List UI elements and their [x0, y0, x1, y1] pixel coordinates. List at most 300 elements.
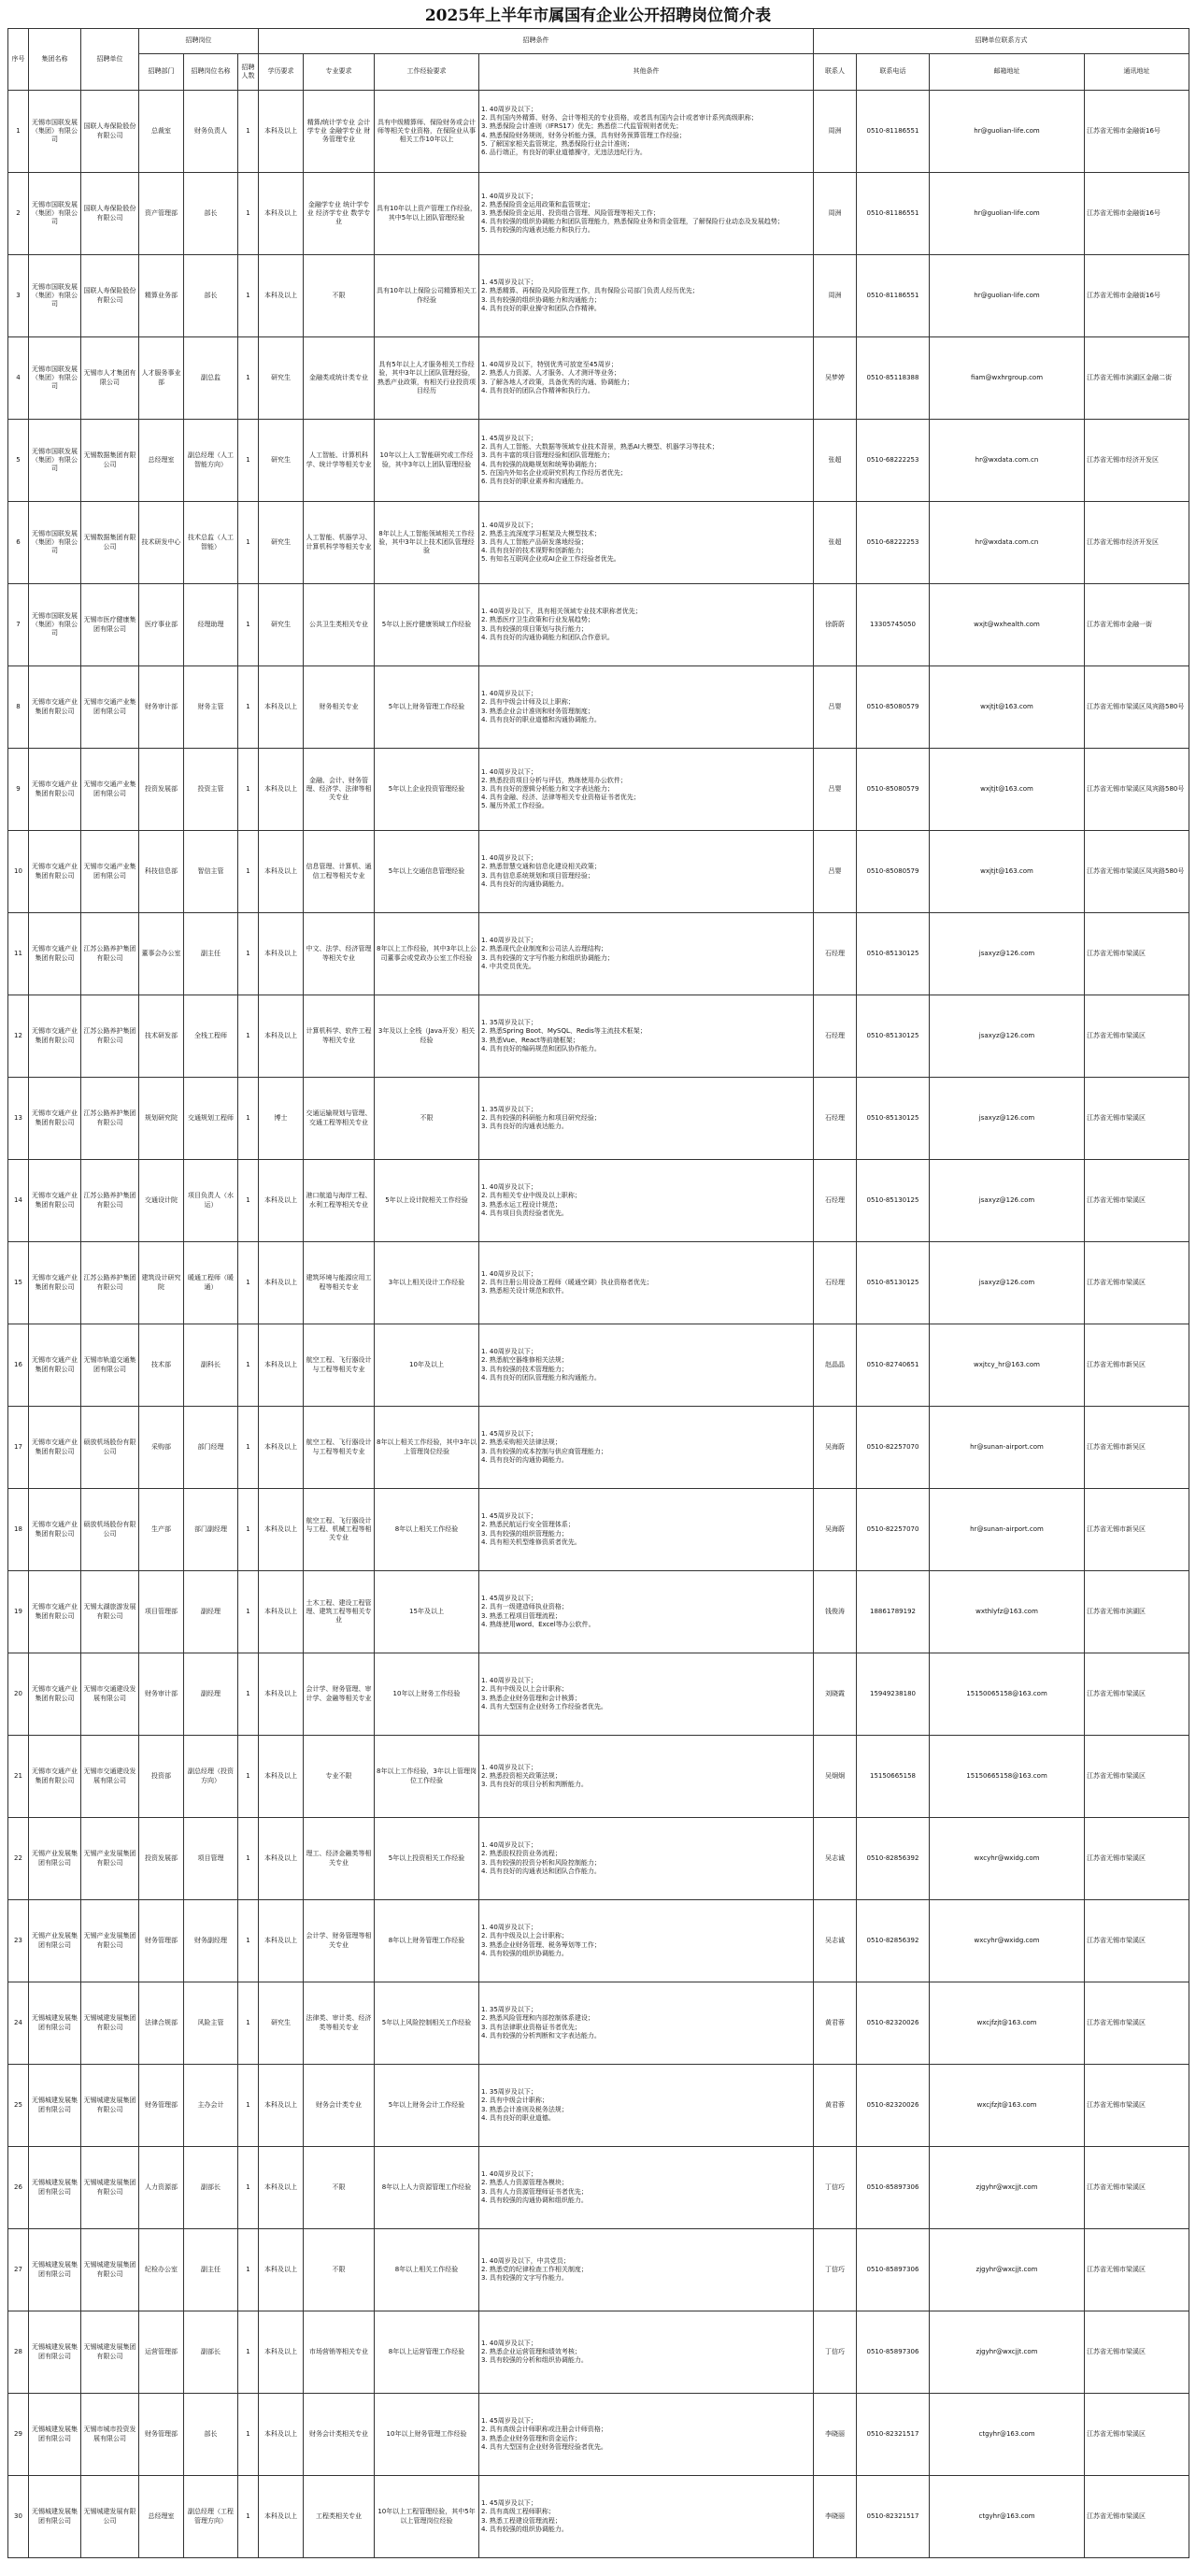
header-major: 专业要求 [304, 54, 375, 91]
cell-edu: 本科及以上 [259, 1736, 304, 1818]
requirement-line: 3. 具有较强的项目策划与执行能力； [481, 624, 588, 633]
cell-other [479, 749, 814, 831]
cell-other [479, 1242, 814, 1324]
cell-person: 赵晶晶 [814, 1324, 857, 1407]
cell-count: 1 [238, 1900, 259, 1982]
cell-seq: 13 [8, 1078, 29, 1160]
cell-seq: 15 [8, 1242, 29, 1324]
cell-dept: 投资部 [139, 1736, 184, 1818]
cell-count: 1 [238, 2394, 259, 2476]
cell-address: 江苏省无锡市金融一街 [1085, 584, 1189, 666]
table-row [8, 1736, 1189, 1818]
cell-edu: 本科及以上 [259, 2394, 304, 2476]
recruitment-table [7, 28, 1189, 2558]
cell-address: 江苏省无锡市梁溪区 [1085, 1242, 1189, 1324]
requirement-line: 2. 具有较强的科研能力和项目研究经验； [481, 1113, 601, 1122]
cell-count: 1 [238, 1160, 259, 1242]
requirement-line: 3. 熟悉企业财务管理和资金运作； [481, 2434, 581, 2442]
cell-dept: 技术研发部 [139, 995, 184, 1078]
requirement-line: 3. 具有较强的分析和组织协调能力。 [481, 2356, 588, 2365]
requirement-line: 1. 40周岁及以下； [481, 1348, 537, 1356]
cell-dept: 投资发展部 [139, 749, 184, 831]
cell-post: 副总经理（工程管理方向） [184, 2476, 238, 2558]
cell-person: 黄君蓉 [814, 1982, 857, 2065]
cell-work: 具有10年以上资产管理工作经验，其中5年以上团队管理经验 [375, 173, 479, 255]
requirement-line: 3. 熟悉企业财务管理、税务筹划等工作； [481, 1940, 601, 1949]
requirement-line: 3. 熟悉工程建设管理流程； [481, 2516, 562, 2525]
header-edu: 学历要求 [259, 54, 304, 91]
cell-work: 5年以上企业投资管理经验 [375, 749, 479, 831]
requirement-line: 6. 具有良好的职业素养和沟通能力。 [481, 477, 588, 485]
cell-major: 理工、经济金融类等相关专业 [304, 1818, 375, 1900]
cell-address: 江苏省无锡市梁溪区 [1085, 1736, 1189, 1818]
header-dept: 招聘部门 [139, 54, 184, 91]
cell-unit: 国联人寿保险股份有限公司 [81, 173, 139, 255]
cell-count: 1 [238, 1078, 259, 1160]
cell-person: 李晓丽 [814, 2394, 857, 2476]
requirement-line: 2. 具有高级工程师职称； [481, 2508, 555, 2516]
cell-other [479, 2311, 814, 2394]
cell-major: 中文、法学、经济管理等相关专业 [304, 913, 375, 995]
cell-edu: 研究生 [259, 420, 304, 502]
cell-address: 江苏省无锡市梁溪区 [1085, 1653, 1189, 1736]
cell-post: 副总经理（人工智能方向） [184, 420, 238, 502]
table-row [8, 255, 1189, 337]
cell-email: zjgyhr@wxcjjt.com [930, 2147, 1085, 2229]
cell-work: 3年及以上全栈（Java开发）相关经验 [375, 995, 479, 1078]
requirement-line: 4. 中共党员优先。 [481, 962, 535, 970]
requirement-line: 1. 40周岁及以下； [481, 192, 537, 200]
cell-phone: 0510-85897306 [857, 2147, 930, 2229]
cell-other [479, 831, 814, 913]
cell-edu: 研究生 [259, 502, 304, 584]
cell-edu: 本科及以上 [259, 995, 304, 1078]
cell-post: 财务负责人 [184, 91, 238, 173]
cell-work: 不限 [375, 1078, 479, 1160]
cell-work: 8年以上工作经验，其中3年以上公司董事会或党政办公室工作经验 [375, 913, 479, 995]
cell-person: 丁信巧 [814, 2229, 857, 2311]
cell-edu: 博士 [259, 1078, 304, 1160]
requirement-line: 1. 45周岁及以下； [481, 1430, 537, 1438]
cell-other [479, 2065, 814, 2147]
requirement-line: 4. 具有较强的分析判断和文字表达能力。 [481, 2031, 601, 2039]
cell-count: 1 [238, 1324, 259, 1407]
cell-email: hr@guolian-life.com [930, 255, 1085, 337]
cell-phone: 0510-82321517 [857, 2476, 930, 2558]
cell-address: 江苏省无锡市滨湖区金融二街 [1085, 337, 1189, 420]
cell-major: 公共卫生类相关专业 [304, 584, 375, 666]
cell-major: 不限 [304, 2147, 375, 2229]
cell-count: 1 [238, 584, 259, 666]
requirement-line: 1. 35周岁及以下； [481, 1105, 537, 1113]
cell-count: 1 [238, 1242, 259, 1324]
requirement-line: 1. 40周岁及以下，特别优秀可放宽至45周岁； [481, 361, 618, 369]
cell-dept: 规划研究院 [139, 1078, 184, 1160]
cell-seq: 27 [8, 2229, 29, 2311]
requirement-line: 4. 具有良好的职业操守和团队合作精神。 [481, 304, 601, 312]
cell-group: 无锡市国联发展（集团）有限公司 [29, 255, 81, 337]
cell-count: 1 [238, 173, 259, 255]
cell-work: 10年以上工程管理经验，其中5年以上管理岗位经验 [375, 2476, 479, 2558]
cell-edu: 本科及以上 [259, 255, 304, 337]
cell-work: 5年以上交通信息管理经验 [375, 831, 479, 913]
cell-seq: 7 [8, 584, 29, 666]
cell-unit: 无锡城建发展有限公司 [81, 2476, 139, 2558]
requirement-line: 5. 了解国家相关监管规定，熟悉保险行业会计准则； [481, 139, 634, 148]
requirement-line: 2. 具有中级会计职称； [481, 2097, 548, 2105]
cell-major: 人工智能、计算机科学、统计学等相关专业 [304, 420, 375, 502]
cell-phone: 0510-82320026 [857, 1982, 930, 2065]
cell-dept: 生产部 [139, 1489, 184, 1571]
cell-count: 1 [238, 1818, 259, 1900]
cell-group: 无锡市交通产业集团有限公司 [29, 1324, 81, 1407]
cell-work: 3年以上相关设计工作经验 [375, 1242, 479, 1324]
requirement-line: 4. 具有良好的沟通协调能力和团队合作意识。 [481, 633, 614, 641]
cell-other [479, 91, 814, 173]
cell-count: 1 [238, 1571, 259, 1653]
cell-group: 无锡市国联发展（集团）有限公司 [29, 420, 81, 502]
cell-major: 金融、会计、财务管理、经济学、法律等相关专业 [304, 749, 375, 831]
cell-address: 江苏省无锡市梁溪区 [1085, 995, 1189, 1078]
cell-address: 江苏省无锡市梁溪区凤宾路580号 [1085, 749, 1189, 831]
cell-edu: 本科及以上 [259, 2311, 304, 2394]
cell-seq: 22 [8, 1818, 29, 1900]
cell-person: 吴梦婷 [814, 337, 857, 420]
cell-person: 钱俊涛 [814, 1571, 857, 1653]
cell-person: 石经理 [814, 995, 857, 1078]
cell-major: 航空工程、飞行器设计与工程等相关专业 [304, 1324, 375, 1407]
cell-email: wxcjfzjt@163.com [930, 2065, 1085, 2147]
cell-other [479, 1324, 814, 1407]
cell-other [479, 1818, 814, 1900]
cell-group: 无锡市交通产业集团有限公司 [29, 1489, 81, 1571]
requirement-line: 5. 有知名互联网企业或AI企业工作经验者优先。 [481, 555, 620, 564]
cell-phone: 0510-85130125 [857, 995, 930, 1078]
cell-other [479, 255, 814, 337]
cell-group: 无锡城建发展集团有限公司 [29, 2147, 81, 2229]
table-row [8, 749, 1189, 831]
cell-address: 江苏省无锡市金融街16号 [1085, 91, 1189, 173]
cell-person: 徐蔚蔚 [814, 584, 857, 666]
cell-post: 副部长 [184, 2147, 238, 2229]
requirement-line: 2. 熟悉企业运营管理和绩效考核； [481, 2347, 581, 2355]
requirement-line: 2. 具有人工智能、大数据等领域专业技术背景，熟悉AI大模型、机器学习等技术； [481, 443, 719, 451]
requirement-line: 1. 45周岁及以下； [481, 279, 537, 287]
cell-group: 无锡城建发展集团有限公司 [29, 2229, 81, 2311]
cell-phone: 0510-85897306 [857, 2229, 930, 2311]
cell-email: wxjt@wxhealth.com [930, 584, 1085, 666]
cell-edu: 本科及以上 [259, 1653, 304, 1736]
header-count: 招聘人数 [238, 54, 259, 91]
cell-seq: 18 [8, 1489, 29, 1571]
cell-edu: 本科及以上 [259, 1324, 304, 1407]
cell-address: 江苏省无锡市梁溪区凤宾路580号 [1085, 666, 1189, 749]
requirement-line: 3. 具有较强的文字写作能力和组织协调能力； [481, 953, 614, 962]
requirement-line: 4. 具有大型国有企业财务管理经验者优先。 [481, 2442, 607, 2451]
cell-address: 江苏省无锡市梁溪区 [1085, 1982, 1189, 2065]
cell-unit: 江苏公路养护集团有限公司 [81, 913, 139, 995]
cell-count: 1 [238, 1982, 259, 2065]
cell-unit: 无锡产业发展集团有限公司 [81, 1900, 139, 1982]
cell-post: 交通规划工程师 [184, 1078, 238, 1160]
cell-other [479, 1078, 814, 1160]
table-row [8, 1324, 1189, 1407]
requirement-line: 4. 具有较强的组织协调能力和团队管理能力，熟悉保险业务和资金管理，了解保险行业动态及发展趋势； [481, 218, 784, 226]
cell-count: 1 [238, 91, 259, 173]
cell-work: 8年以上财务管理工作经验 [375, 1900, 479, 1982]
cell-unit: 无锡市交通建设发展有限公司 [81, 1736, 139, 1818]
cell-group: 无锡市国联发展（集团）有限公司 [29, 173, 81, 255]
cell-post: 财务主管 [184, 666, 238, 749]
requirement-line: 2. 具有中级及以上会计职称； [481, 1932, 568, 1940]
requirement-line: 2. 熟悉人力资源、人才服务、人才测评等业务； [481, 369, 620, 378]
cell-other [479, 2476, 814, 2558]
requirement-line: 1. 45周岁及以下； [481, 435, 537, 443]
cell-major: 交通运输规划与管理、交通工程等相关专业 [304, 1078, 375, 1160]
requirement-line: 3. 具有良好的沟通表达能力。 [481, 1123, 568, 1131]
requirement-line: 4. 具有良好的职业道德和沟通协调能力。 [481, 715, 601, 723]
table-row [8, 995, 1189, 1078]
cell-other [479, 1900, 814, 1982]
cell-other [479, 502, 814, 584]
requirement-line: 3. 具有较强的组织协调能力和沟通能力； [481, 295, 601, 304]
requirement-line: 3. 熟悉相关设计规范和软件。 [481, 1287, 568, 1295]
cell-major: 金融学专业 统计学专业 经济学专业 数学专业 [304, 173, 375, 255]
cell-group: 无锡市交通产业集团有限公司 [29, 1078, 81, 1160]
cell-group: 无锡市交通产业集团有限公司 [29, 1653, 81, 1736]
cell-address: 江苏省无锡市新吴区 [1085, 1489, 1189, 1571]
cell-email: hr@wxdata.com.cn [930, 502, 1085, 584]
cell-seq: 10 [8, 831, 29, 913]
cell-unit: 硕放机场股份有限公司 [81, 1407, 139, 1489]
requirement-line: 3. 熟悉工程项目管理流程； [481, 1611, 562, 1620]
requirement-line: 2. 熟悉采购相关法律法规； [481, 1438, 562, 1447]
table-row [8, 2147, 1189, 2229]
cell-major: 专业不限 [304, 1736, 375, 1818]
cell-phone: 0510-81186551 [857, 173, 930, 255]
header-seq: 序号 [8, 29, 29, 91]
cell-phone: 15949238180 [857, 1653, 930, 1736]
cell-major: 建筑环境与能源应用工程等相关专业 [304, 1242, 375, 1324]
requirement-line: 2. 熟悉主流深度学习框架及大模型技术； [481, 529, 601, 537]
header-other: 其他条件 [479, 54, 814, 91]
cell-unit: 无锡市交通产业集团有限公司 [81, 666, 139, 749]
cell-unit: 无锡城建发展集团有限公司 [81, 2147, 139, 2229]
cell-seq: 21 [8, 1736, 29, 1818]
cell-post: 智信主管 [184, 831, 238, 913]
cell-group: 无锡市交通产业集团有限公司 [29, 666, 81, 749]
cell-person: 吕婴 [814, 749, 857, 831]
cell-dept: 财务管理部 [139, 2065, 184, 2147]
requirement-line: 4. 具有金融、经济、法律等相关专业资格证书者优先； [481, 794, 640, 802]
cell-phone: 0510-85130125 [857, 913, 930, 995]
cell-group: 无锡城建发展集团有限公司 [29, 2394, 81, 2476]
cell-count: 1 [238, 666, 259, 749]
requirement-line: 4. 具有项目负责经验者优先。 [481, 1209, 568, 1217]
requirement-line: 3. 熟悉企业财务管理和会计核算； [481, 1694, 581, 1702]
cell-email: hr@wxdata.com.cn [930, 420, 1085, 502]
table-row [8, 831, 1189, 913]
cell-person: 刘晓霞 [814, 1653, 857, 1736]
requirement-line: 1. 35周岁及以下； [481, 1019, 537, 1027]
requirement-line: 1. 45周岁及以下； [481, 1512, 537, 1521]
requirement-line: 4. 具有较强的组织协调能力。 [481, 2525, 568, 2533]
cell-phone: 0510-82740651 [857, 1324, 930, 1407]
cell-count: 1 [238, 995, 259, 1078]
cell-unit: 无锡城建发展集团有限公司 [81, 1982, 139, 2065]
cell-count: 1 [238, 1736, 259, 1818]
requirement-line: 2. 熟悉民航运行安全管理体系； [481, 1521, 575, 1529]
requirement-line: 1. 40周岁及以下； [481, 690, 537, 698]
cell-major: 法律类、审计类、经济类等相关专业 [304, 1982, 375, 2065]
cell-dept: 财务管理部 [139, 2394, 184, 2476]
cell-post: 副主任 [184, 913, 238, 995]
cell-work: 8年以上相关工作经验 [375, 2229, 479, 2311]
cell-post: 全栈工程师 [184, 995, 238, 1078]
cell-unit: 无锡市城市投资发展有限公司 [81, 2394, 139, 2476]
requirement-line: 3. 具有信息系统规划和项目管理经验； [481, 871, 594, 880]
requirement-line: 1. 40周岁及以下； [481, 521, 537, 529]
cell-edu: 本科及以上 [259, 2476, 304, 2558]
cell-edu: 本科及以上 [259, 1489, 304, 1571]
requirement-line: 1. 40周岁及以下； [481, 1269, 537, 1278]
cell-other [479, 1653, 814, 1736]
cell-dept: 财务审计部 [139, 666, 184, 749]
cell-edu: 研究生 [259, 1982, 304, 2065]
cell-count: 1 [238, 420, 259, 502]
cell-seq: 23 [8, 1900, 29, 1982]
cell-address: 江苏省无锡市滨湖区 [1085, 1571, 1189, 1653]
cell-other [479, 995, 814, 1078]
cell-person: 李晓丽 [814, 2476, 857, 2558]
cell-phone: 0510-85118388 [857, 337, 930, 420]
cell-major: 财务会计类相关专业 [304, 2394, 375, 2476]
cell-seq: 29 [8, 2394, 29, 2476]
cell-phone: 0510-85130125 [857, 1242, 930, 1324]
cell-seq: 8 [8, 666, 29, 749]
requirement-line: 3. 具有法律职业资格证书者优先； [481, 2023, 581, 2031]
header-address: 通讯地址 [1085, 54, 1189, 91]
cell-email: hr@sunan-airport.com [930, 1407, 1085, 1489]
cell-count: 1 [238, 2147, 259, 2229]
cell-address: 江苏省无锡市梁溪区 [1085, 2229, 1189, 2311]
cell-dept: 科技信息部 [139, 831, 184, 913]
cell-dept: 精算业务部 [139, 255, 184, 337]
cell-dept: 交通设计院 [139, 1160, 184, 1242]
requirement-line: 4. 具有较强的组织协调能力。 [481, 1949, 568, 1957]
document-page [7, 0, 1189, 2558]
cell-group: 无锡市交通产业集团有限公司 [29, 1407, 81, 1489]
table-row [8, 2476, 1189, 2558]
cell-major: 会计学、财务管理等相关专业 [304, 1900, 375, 1982]
cell-other [479, 1982, 814, 2065]
cell-seq: 4 [8, 337, 29, 420]
cell-count: 1 [238, 913, 259, 995]
cell-group: 无锡市交通产业集团有限公司 [29, 995, 81, 1078]
cell-phone: 0510-85080579 [857, 666, 930, 749]
cell-edu: 本科及以上 [259, 831, 304, 913]
cell-email: zjgyhr@wxcjjt.com [930, 2311, 1085, 2394]
requirement-line: 2. 熟悉党的纪律检查工作相关制度； [481, 2265, 588, 2273]
cell-phone: 0510-85130125 [857, 1078, 930, 1160]
cell-count: 1 [238, 1489, 259, 1571]
cell-count: 1 [238, 2476, 259, 2558]
requirement-line: 2. 熟悉Spring Boot、MySQL、Redis等主流技术框架； [481, 1027, 647, 1036]
cell-group: 无锡市交通产业集团有限公司 [29, 831, 81, 913]
cell-group: 无锡市交通产业集团有限公司 [29, 1242, 81, 1324]
cell-address: 江苏省无锡市梁溪区 [1085, 1818, 1189, 1900]
cell-work: 8年以上相关工作经验 [375, 1489, 479, 1571]
cell-edu: 本科及以上 [259, 2147, 304, 2229]
cell-work: 5年以上财务管理工作经验 [375, 666, 479, 749]
cell-person: 吴海蔚 [814, 1407, 857, 1489]
cell-post: 部门经理 [184, 1407, 238, 1489]
cell-person: 吴志诚 [814, 1818, 857, 1900]
cell-major: 不限 [304, 255, 375, 337]
cell-edu: 本科及以上 [259, 1407, 304, 1489]
cell-other [479, 337, 814, 420]
cell-post: 投资主管 [184, 749, 238, 831]
requirement-line: 4. 具有良好的沟通协调能力。 [481, 1455, 568, 1464]
cell-email: wxcjfzjt@163.com [930, 1982, 1085, 2065]
requirement-line: 1. 40周岁及以下； [481, 2170, 537, 2179]
requirement-line: 2. 熟悉投资项目分析与评估，熟练使用办公软件； [481, 776, 627, 784]
requirement-line: 3. 具有丰富的项目管理经验和团队管理能力； [481, 451, 614, 460]
cell-work: 10年以上财务管理工作经验 [375, 2394, 479, 2476]
cell-group: 无锡市交通产业集团有限公司 [29, 1571, 81, 1653]
cell-email: ctgyhr@163.com [930, 2394, 1085, 2476]
cell-person: 丁信巧 [814, 2311, 857, 2394]
cell-dept: 技术部 [139, 1324, 184, 1407]
cell-seq: 30 [8, 2476, 29, 2558]
cell-person: 吴炯炯 [814, 1736, 857, 1818]
cell-major: 市场营销等相关专业 [304, 2311, 375, 2394]
cell-post: 部长 [184, 2394, 238, 2476]
cell-work: 5年以上投资相关工作经验 [375, 1818, 479, 1900]
cell-edu: 本科及以上 [259, 1571, 304, 1653]
table-row [8, 913, 1189, 995]
table-row [8, 420, 1189, 502]
table-row [8, 1242, 1189, 1324]
cell-address: 江苏省无锡市经济开发区 [1085, 420, 1189, 502]
cell-address: 江苏省无锡市梁溪区 [1085, 2147, 1189, 2229]
cell-unit: 无锡城建发展集团有限公司 [81, 2065, 139, 2147]
requirement-line: 1. 40周岁及以下； [481, 1677, 537, 1685]
cell-phone: 13305745050 [857, 584, 930, 666]
cell-other [479, 913, 814, 995]
cell-phone: 0510-81186551 [857, 91, 930, 173]
cell-work: 15年及以上 [375, 1571, 479, 1653]
cell-other [479, 1571, 814, 1653]
table-row [8, 584, 1189, 666]
table-row [8, 1818, 1189, 1900]
cell-unit: 无锡产业发展集团有限公司 [81, 1818, 139, 1900]
requirement-line: 3. 熟悉Vue、React等前端框架； [481, 1036, 579, 1044]
cell-phone: 0510-85080579 [857, 749, 930, 831]
cell-unit: 无锡市医疗健康集团有限公司 [81, 584, 139, 666]
cell-dept: 采购部 [139, 1407, 184, 1489]
cell-major: 港口航道与海岸工程、水利工程等相关专业 [304, 1160, 375, 1242]
cell-group: 无锡市国联发展（集团）有限公司 [29, 91, 81, 173]
cell-edu: 本科及以上 [259, 1160, 304, 1242]
header-group: 集团名称 [29, 29, 81, 91]
document-title: 2025年上半年市属国有企业公开招聘岗位简介表 [424, 7, 772, 25]
cell-group: 无锡市交通产业集团有限公司 [29, 749, 81, 831]
requirement-line: 2. 具有注册公用设备工程师（暖通空调）执业资格者优先； [481, 1278, 653, 1286]
cell-edu: 本科及以上 [259, 2065, 304, 2147]
cell-dept: 运营管理部 [139, 2311, 184, 2394]
cell-seq: 14 [8, 1160, 29, 1242]
